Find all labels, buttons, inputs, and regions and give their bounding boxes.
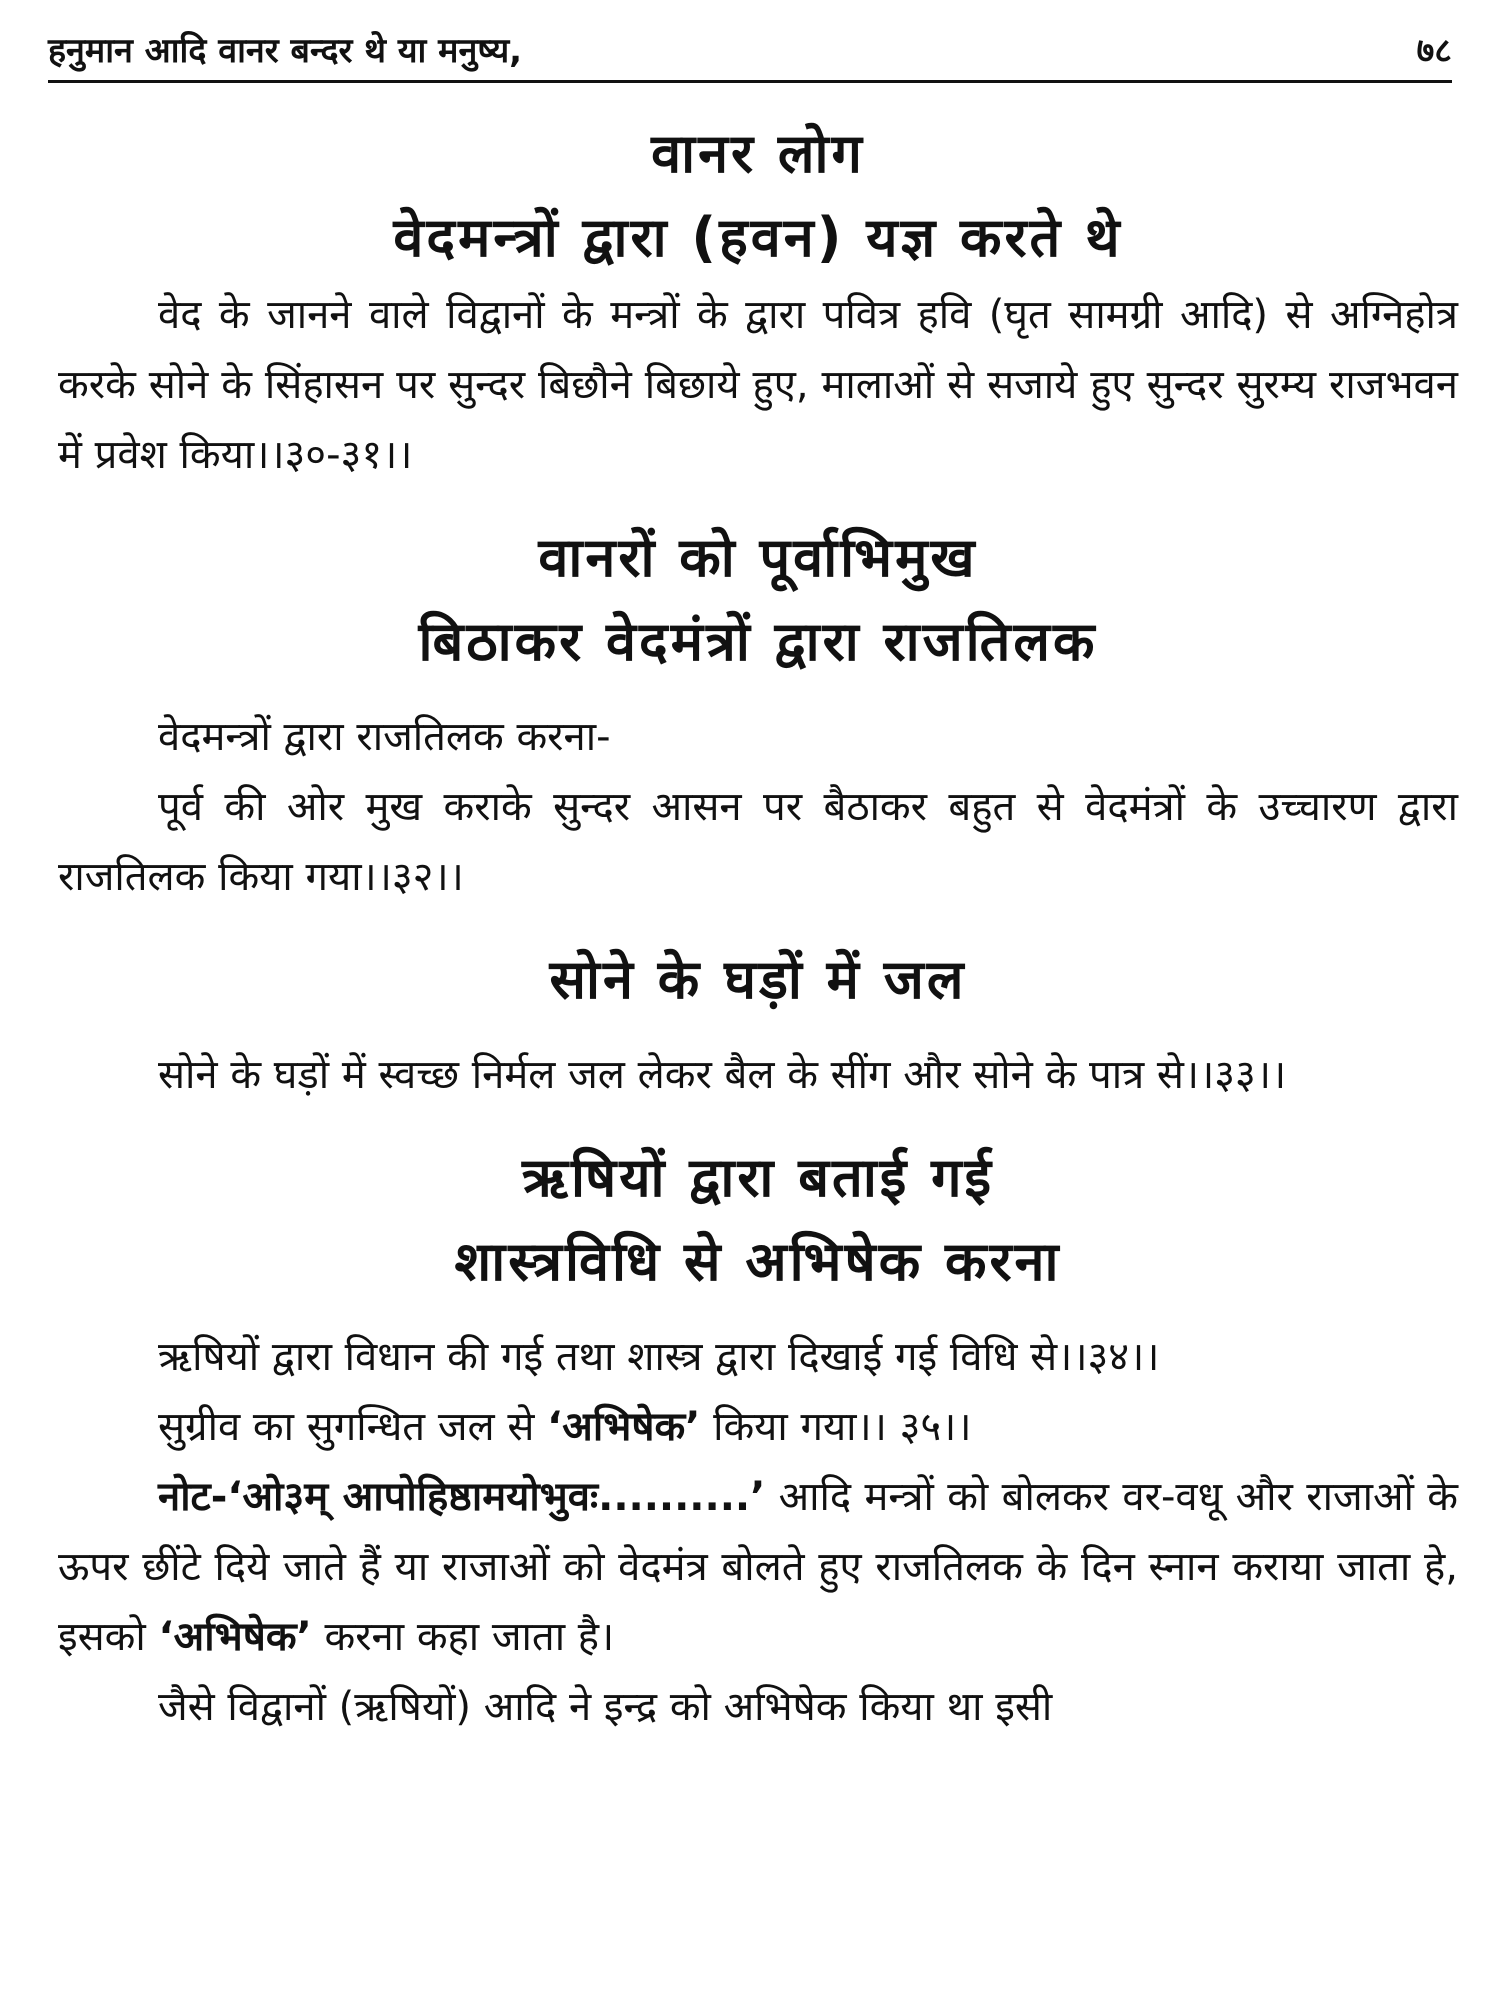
running-title: हनुमान आदि वानर बन्दर थे या मनुष्य, (48, 31, 523, 71)
section-heading: ऋषियों द्वारा बताई गई (521, 1146, 995, 1209)
section-heading: वानर लोग (651, 122, 865, 185)
text-run: किया गया।। ३५।। (700, 1404, 972, 1450)
section-heading: बिठाकर वेदमंत्रों द्वारा राजतिलक (418, 610, 1098, 673)
paragraph: पूर्व की ओर मुख कराके सुन्दर आसन पर बैठाकर बहुत से वेदमंत्रों के उच्चारण द्वारा राजतिलक किया गया।।३२।। (58, 784, 1458, 900)
paragraph: ऋषियों द्वारा विधान की गई तथा शास्त्र द्वारा दिखाई गई विधि से।।३४।। (158, 1334, 1160, 1380)
note-label: नोट-‘ओ३म् आपोहिष्ठामयोभुवः..........’ (158, 1474, 766, 1520)
paragraph (58, 1392, 1458, 1462)
section-rajtilak (58, 516, 1458, 912)
text-run: करना कहा जाता है। (311, 1614, 615, 1660)
note-paragraph (58, 1462, 1458, 1672)
section-heading: वेदमन्त्रों द्वारा (हवन) यज्ञ करते थे (393, 206, 1123, 269)
section-havan (58, 112, 1458, 490)
paragraph: जैसे विद्वानों (ऋषियों) आदि ने इन्द्र को अभिषेक किया था इसी (158, 1684, 1053, 1730)
section-heading: शास्त्रविधि से अभिषेक करना (454, 1230, 1062, 1293)
section-abhishek (58, 1136, 1458, 1742)
page-number: ७८ (1416, 31, 1452, 71)
paragraph: वेद के जानने वाले विद्वानों के मन्त्रों के द्वारा पवित्र हवि (घृत सामग्री आदि) से अग्निहोत्र करके सोने के सिंहासन पर सुन्दर बिछौने बिछाये हुए, मालाओं से सजाये हुए सुन्दर सुरम्य राजभवन में प्रवेश किया।।३०-३१।। (58, 292, 1458, 478)
running-header (48, 22, 1452, 83)
page-body (58, 112, 1458, 1742)
section-heading: वानरों को पूर्वाभिमुख (538, 526, 978, 589)
paragraph: सोने के घड़ों में स्वच्छ निर्मल जल लेकर बैल के सींग और सोने के पात्र से।।३३।। (158, 1052, 1287, 1098)
paragraph: वेदमन्त्रों द्वारा राजतिलक करना- (158, 714, 611, 760)
text-run: आदि मन्त्रों को बोलकर वर-वधू और राजाओं के ऊपर छींटे दिये जाते हैं या राजाओं को वेदमंत्र बोलते हुए राजतिलक के दिन स्नान कराया जाता हे, इसको (58, 1474, 1458, 1660)
bold-term: ‘अभिषेक’ (547, 1404, 701, 1450)
text-run: सुग्रीव का सुगन्धित जल से (158, 1404, 548, 1450)
section-golden-pots (58, 938, 1458, 1110)
section-heading: सोने के घड़ों में जल (549, 948, 967, 1011)
bold-term: ‘अभिषेक’ (158, 1614, 312, 1660)
